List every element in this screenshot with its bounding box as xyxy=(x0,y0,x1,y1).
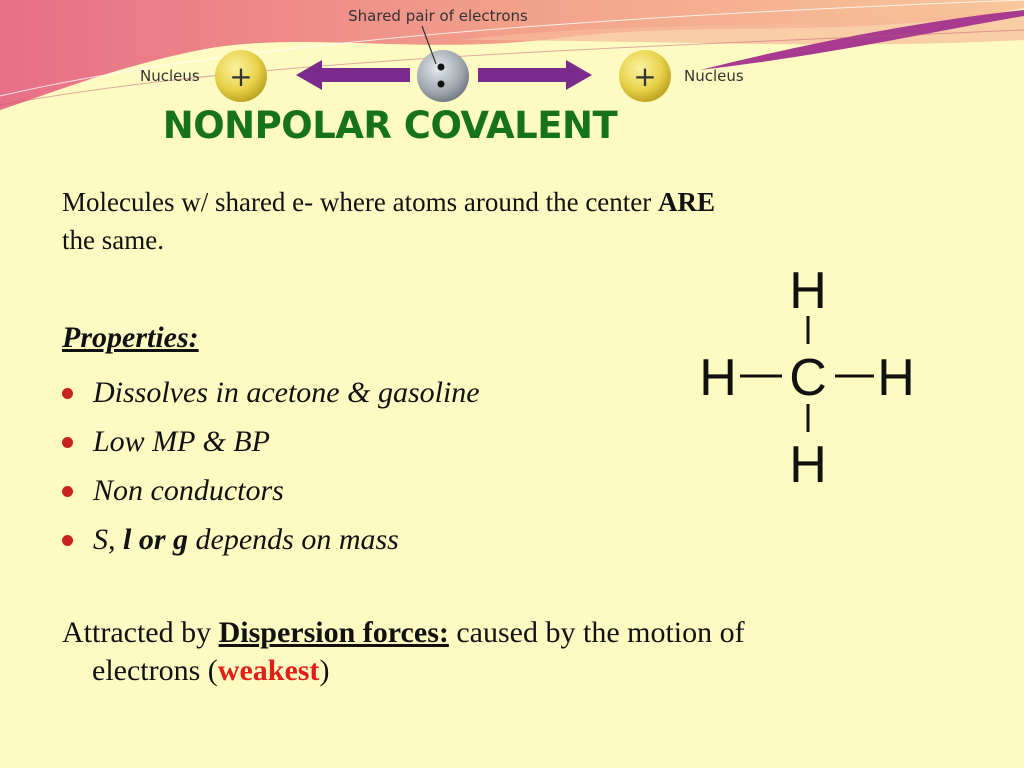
nucleus-left-icon xyxy=(215,50,267,102)
atom-left-h: H xyxy=(699,349,737,407)
bond-arrow-right xyxy=(478,60,592,90)
bullet-icon xyxy=(62,388,73,399)
state-emphasis: l or g xyxy=(123,522,189,556)
shared-electrons-icon xyxy=(417,50,469,102)
electrons-suffix: ) xyxy=(319,654,330,687)
bond-arrow-left xyxy=(296,60,410,90)
atom-top-h: H xyxy=(789,262,827,320)
attraction-rest: caused by the motion of xyxy=(448,616,745,649)
nucleus-left-plus: + xyxy=(229,60,253,93)
bullet-icon xyxy=(62,535,73,546)
attraction-line2 xyxy=(62,654,329,687)
definition-line1: Molecules w/ shared e- where atoms around the center xyxy=(62,187,659,217)
state-prefix: S, xyxy=(93,522,123,556)
nucleus-left-label: Nucleus xyxy=(140,67,200,85)
list-item xyxy=(62,466,480,515)
list-item-text: Dissolves in acetone & gasoline xyxy=(93,375,480,409)
electrons-prefix: electrons ( xyxy=(92,654,218,687)
attraction-prefix: Attracted by xyxy=(62,616,219,649)
list-item xyxy=(62,515,480,564)
attraction-text xyxy=(62,614,962,690)
nucleus-right-plus: + xyxy=(633,60,657,93)
properties-heading: Properties: xyxy=(62,321,199,354)
atom-center-c: C xyxy=(789,349,827,407)
atom-right-h: H xyxy=(877,349,915,407)
dispersion-forces-term: Dispersion forces: xyxy=(218,616,449,649)
methane-structure-diagram xyxy=(690,260,930,490)
list-item xyxy=(62,368,480,417)
shared-pair-label: Shared pair of electrons xyxy=(348,7,528,25)
definition-line2: the same. xyxy=(62,225,164,255)
bullet-icon xyxy=(62,486,73,497)
nucleus-right-label: Nucleus xyxy=(684,67,744,85)
bullet-icon xyxy=(62,437,73,448)
definition-text xyxy=(62,183,962,259)
state-suffix: depends on mass xyxy=(188,522,399,556)
definition-emphasis: ARE xyxy=(658,187,716,217)
list-item-text: Non conductors xyxy=(93,473,284,507)
properties-list xyxy=(62,368,480,564)
list-item-text xyxy=(93,523,399,557)
list-item-text: Low MP & BP xyxy=(93,424,270,458)
atom-bottom-h: H xyxy=(789,436,827,490)
list-item xyxy=(62,417,480,466)
weakest-label: weakest xyxy=(217,654,320,687)
slide-title: NONPOLAR COVALENT xyxy=(162,104,618,147)
nucleus-right-icon xyxy=(619,50,671,102)
